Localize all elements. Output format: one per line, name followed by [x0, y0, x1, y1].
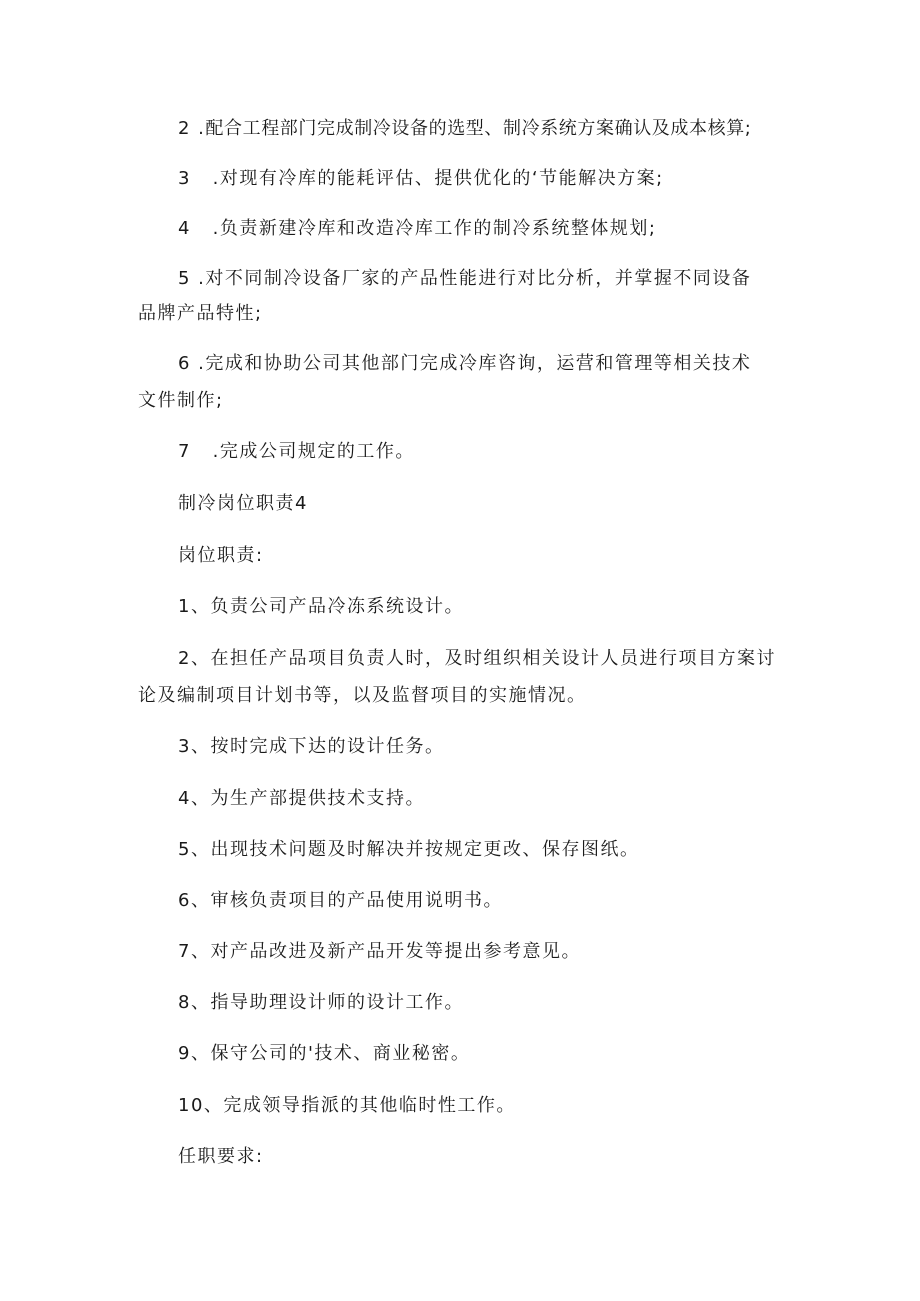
item-text: 负责新建冷库和改造冷库工作的制冷系统整体规划;	[219, 218, 657, 239]
section-title: 制冷岗位职责4	[178, 493, 308, 514]
item-separator: .	[190, 268, 206, 289]
requirements-heading: 任职要求:	[178, 1146, 264, 1167]
item-text: 对现有冷库的能耗评估、提供优化的‘节能解决方案;	[219, 168, 664, 189]
item-separator: .	[190, 118, 206, 139]
item-number: 2	[178, 118, 191, 139]
item-number: 4	[178, 218, 191, 239]
duty-item: 7、对产品改进及新产品开发等提出参考意见。	[178, 941, 581, 962]
duties-heading: 岗位职责:	[178, 545, 264, 566]
list-item-continuation: 品牌产品特性;	[138, 303, 263, 324]
item-number: 7	[178, 441, 191, 462]
list-item	[178, 116, 751, 142]
duty-item: 3、按时完成下达的设计任务。	[178, 736, 445, 757]
item-number: 5	[178, 268, 191, 289]
list-item	[178, 166, 664, 192]
list-item	[178, 439, 415, 465]
item-text: 配合工程部门完成制冷设备的选型、制冷系统方案确认及成本核算;	[205, 118, 752, 139]
item-separator: .	[190, 441, 220, 462]
item-text: 完成和协助公司其他部门完成冷库咨询，运营和管理等相关技术	[205, 353, 752, 374]
list-item	[178, 266, 751, 292]
duty-item: 10、完成领导指派的其他临时性工作。	[178, 1095, 516, 1116]
duty-item: 8、指导助理设计师的设计工作。	[178, 992, 464, 1013]
duty-item-continuation: 论及编制项目计划书等，以及监督项目的实施情况。	[138, 685, 587, 706]
item-separator: .	[190, 168, 220, 189]
item-separator: .	[190, 218, 220, 239]
list-item-continuation: 文件制作;	[138, 390, 224, 411]
duty-item: 4、为生产部提供技术支持。	[178, 788, 425, 809]
duty-item: 6、审核负责项目的产品使用说明书。	[178, 890, 503, 911]
duty-item: 1、负责公司产品冷冻系统设计。	[178, 596, 464, 617]
duty-item: 9、保守公司的'技术、商业秘密。	[178, 1043, 471, 1064]
duty-item: 2、在担任产品项目负责人时，及时组织相关设计人员进行项目方案讨	[178, 648, 776, 669]
item-number: 3	[178, 168, 191, 189]
item-number: 6	[178, 353, 191, 374]
list-item	[178, 216, 656, 242]
item-separator: .	[190, 353, 206, 374]
item-text: 对不同制冷设备厂家的产品性能进行对比分析，并掌握不同设备	[205, 268, 752, 289]
list-item	[178, 351, 751, 377]
duty-item: 5、出现技术问题及时解决并按规定更改、保存图纸。	[178, 839, 640, 860]
item-text: 完成公司规定的工作。	[219, 441, 415, 462]
